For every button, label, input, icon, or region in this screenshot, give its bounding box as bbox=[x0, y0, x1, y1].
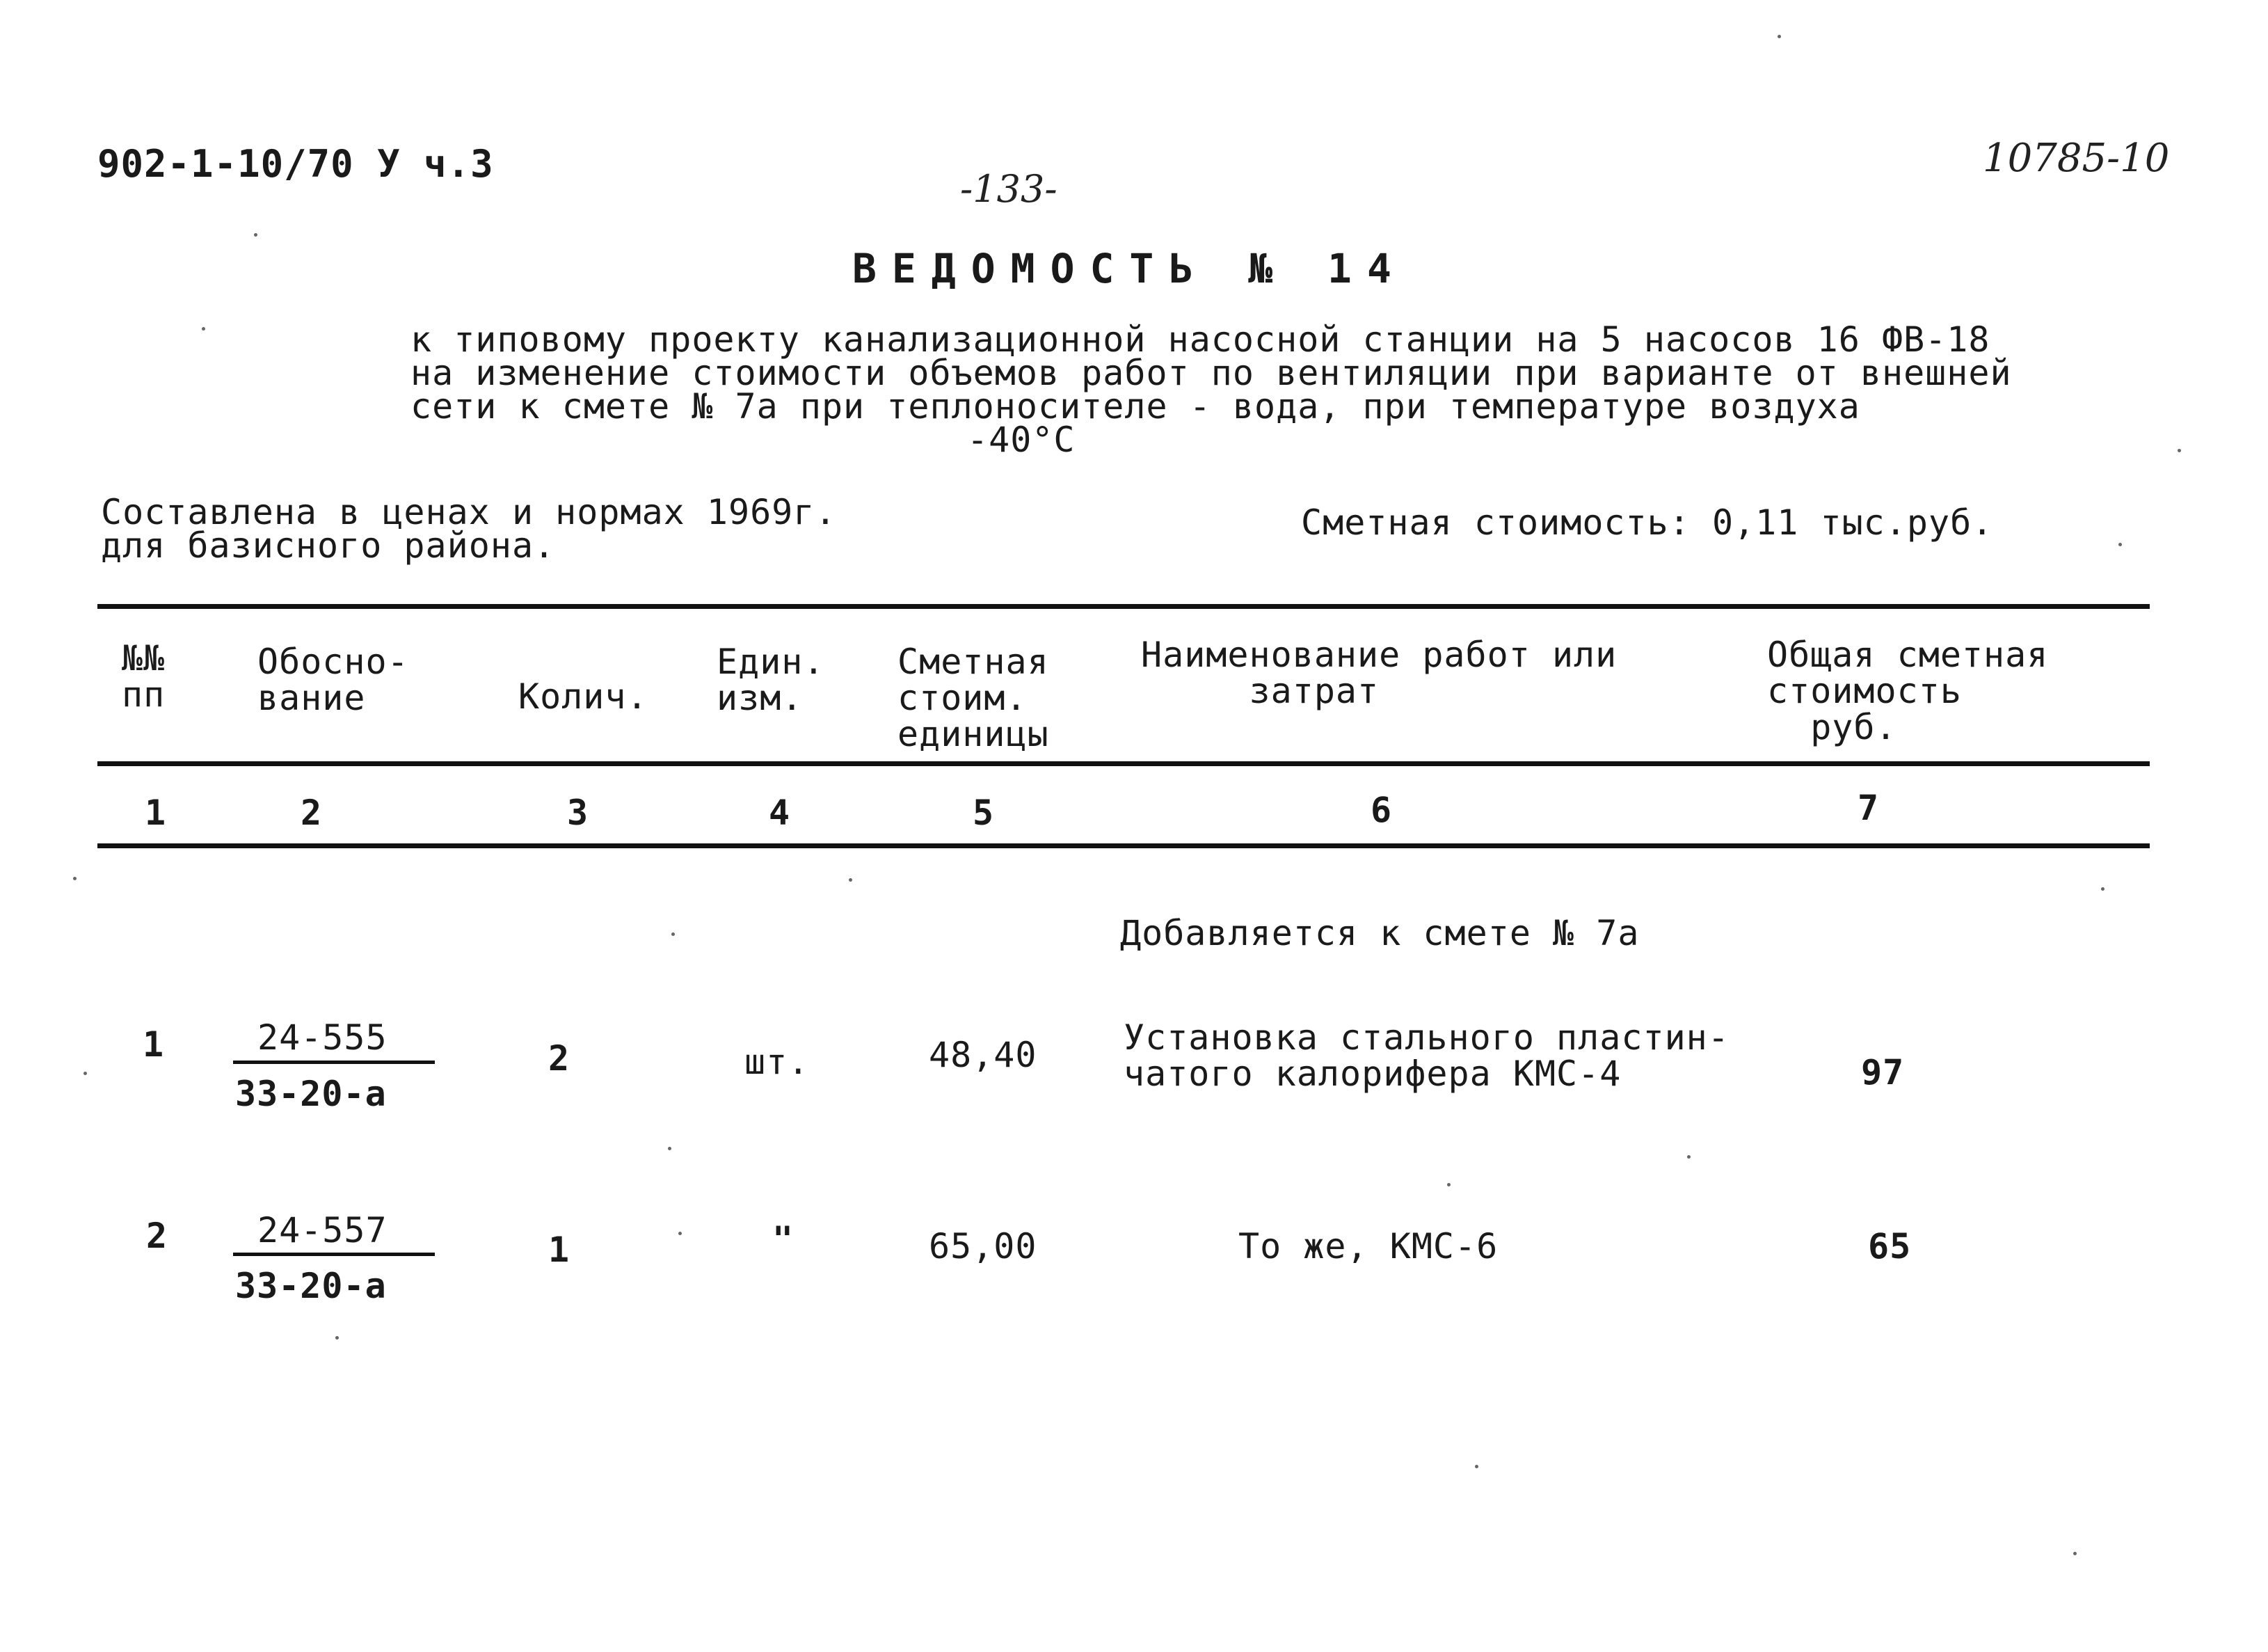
scan-speck bbox=[2178, 449, 2181, 452]
scan-speck bbox=[671, 932, 675, 936]
scan-speck bbox=[1475, 1465, 1478, 1468]
total-cost: 65 bbox=[1868, 1226, 1912, 1266]
work-name: Установка стального пластин- чатого калорифера КМС-4 bbox=[1124, 1017, 1730, 1094]
scan-speck bbox=[335, 1336, 339, 1340]
document-title: ВЕДОМОСТЬ № 14 bbox=[852, 245, 1407, 292]
column-number: 7 bbox=[1858, 788, 1880, 828]
basis-bottom: 33-20-а bbox=[235, 1074, 387, 1114]
title-line-1: к типовому проекту канализационной насосной станции на 5 насосов 16 ФВ-18 bbox=[410, 319, 1990, 360]
basis-bottom: 33-20-а bbox=[235, 1266, 387, 1306]
work-name: То же, КМС-6 bbox=[1238, 1226, 1499, 1266]
section-title: Добавляется к смете № 7а bbox=[1120, 913, 1640, 953]
unit: шт. bbox=[744, 1042, 810, 1082]
row-number: 2 bbox=[146, 1216, 168, 1256]
scan-speck bbox=[1687, 1155, 1691, 1159]
col-header-quantity: Колич. bbox=[518, 676, 648, 717]
title-line-4: -40°С bbox=[967, 420, 1076, 460]
basis-top: 24-557 bbox=[257, 1210, 388, 1250]
scan-speck bbox=[83, 1072, 87, 1075]
scan-speck bbox=[1447, 1183, 1451, 1186]
unit-cost: 48,40 bbox=[929, 1035, 1037, 1075]
col-header-total-cost: Общая сметная стоимость руб. bbox=[1767, 635, 2049, 747]
project-code: 902-1-10/70 У ч.3 bbox=[97, 142, 494, 186]
compiled-prices-line: Составлена в ценах и нормах 1969г. bbox=[101, 492, 837, 532]
fraction-line bbox=[233, 1253, 435, 1256]
scan-speck bbox=[2118, 543, 2122, 546]
scan-speck bbox=[202, 327, 205, 331]
unit: " bbox=[772, 1219, 794, 1260]
column-number: 6 bbox=[1371, 790, 1393, 830]
title-line-2: на изменение стоимости объемов работ по вентиляции при варианте от внешней bbox=[410, 353, 2012, 393]
scan-speck bbox=[678, 1232, 682, 1235]
row-number: 1 bbox=[143, 1024, 165, 1065]
column-number: 4 bbox=[769, 793, 791, 833]
scan-speck bbox=[1778, 35, 1781, 38]
col-header-basis: Обосно- вание bbox=[257, 642, 409, 718]
column-numbers-rule bbox=[97, 843, 2150, 848]
header-bottom-rule bbox=[97, 761, 2150, 766]
col-header-number: №№ пп bbox=[122, 638, 166, 715]
fraction-line bbox=[233, 1061, 435, 1064]
scan-speck bbox=[849, 878, 852, 882]
total-cost: 97 bbox=[1861, 1052, 1905, 1093]
archive-number: 10785-10 bbox=[1983, 136, 2170, 181]
quantity: 1 bbox=[548, 1230, 570, 1270]
scan-speck bbox=[254, 233, 257, 237]
basis-top: 24-555 bbox=[257, 1017, 388, 1058]
col-header-unit: Един. изм. bbox=[717, 642, 825, 718]
column-number: 1 bbox=[145, 793, 167, 833]
col-header-unit-cost: Сметная стоим. единицы bbox=[897, 642, 1049, 754]
scan-speck bbox=[668, 1147, 671, 1150]
quantity: 2 bbox=[548, 1038, 570, 1079]
title-line-3: сети к смете № 7а при теплоносителе - вода, при температуре воздуха bbox=[410, 386, 1860, 427]
col-header-work-name: Наименование работ или затрат bbox=[1141, 635, 1618, 711]
column-number: 3 bbox=[567, 793, 589, 833]
page-number: -133- bbox=[960, 167, 1057, 211]
unit-cost: 65,00 bbox=[929, 1226, 1037, 1266]
scan-speck bbox=[2101, 887, 2105, 891]
scan-speck bbox=[2073, 1552, 2077, 1555]
column-number: 2 bbox=[301, 793, 323, 833]
scan-speck bbox=[73, 877, 77, 880]
table-top-rule bbox=[97, 604, 2150, 609]
estimated-cost: Сметная стоимость: 0,11 тыс.руб. bbox=[1301, 502, 1994, 543]
column-number: 5 bbox=[973, 793, 995, 833]
compiled-region-line: для базисного района. bbox=[101, 525, 556, 566]
